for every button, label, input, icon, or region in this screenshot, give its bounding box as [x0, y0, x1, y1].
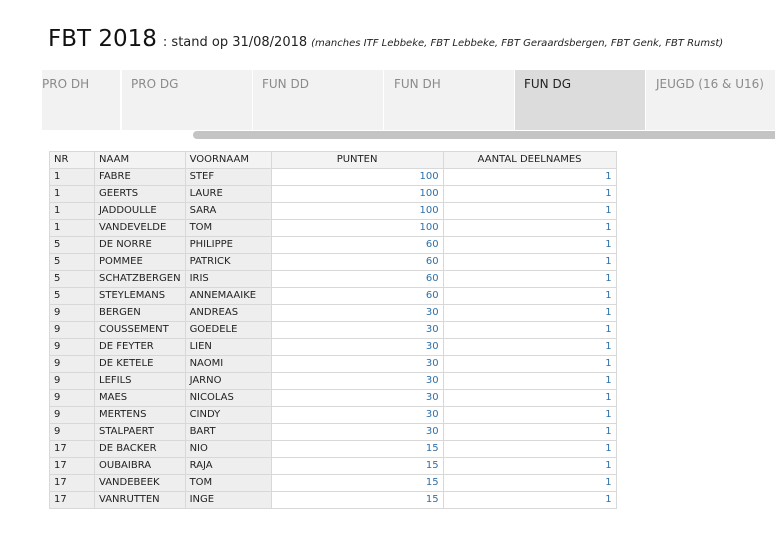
cell-voornaam: IRIS — [185, 271, 271, 288]
cell-punten: 30 — [271, 424, 443, 441]
table-row — [50, 390, 617, 407]
table-row — [50, 305, 617, 322]
cell-naam: SCHATZBERGEN — [95, 271, 186, 288]
cell-punten: 30 — [271, 407, 443, 424]
cell-deelnames: 1 — [443, 271, 616, 288]
table-row — [50, 220, 617, 237]
cell-nr: 9 — [50, 424, 95, 441]
cell-voornaam: SARA — [185, 203, 271, 220]
tab-fun-dd[interactable] — [253, 70, 384, 130]
cell-nr: 17 — [50, 492, 95, 509]
cell-voornaam: INGE — [185, 492, 271, 509]
tab-label: PRO DG — [131, 77, 179, 91]
tab-scrollbar[interactable] — [193, 130, 775, 140]
cell-naam: DE BACKER — [95, 441, 186, 458]
cell-nr: 9 — [50, 305, 95, 322]
cell-naam: DE KETELE — [95, 356, 186, 373]
tab-pro-dg[interactable] — [122, 70, 253, 130]
cell-deelnames: 1 — [443, 203, 616, 220]
tab-label: FUN DG — [524, 77, 572, 91]
table-row — [50, 237, 617, 254]
cell-nr: 1 — [50, 186, 95, 203]
cell-voornaam: ANNEMAAIKE — [185, 288, 271, 305]
cell-deelnames: 1 — [443, 169, 616, 186]
tab-label: FUN DH — [394, 77, 441, 91]
ranking-table — [49, 151, 617, 509]
table-header-row — [50, 152, 617, 169]
cell-deelnames: 1 — [443, 424, 616, 441]
cell-naam: LEFILS — [95, 373, 186, 390]
tab-bar — [42, 70, 775, 130]
cell-punten: 30 — [271, 390, 443, 407]
table-row — [50, 254, 617, 271]
cell-voornaam: LAURE — [185, 186, 271, 203]
cell-nr: 9 — [50, 356, 95, 373]
cell-voornaam: TOM — [185, 475, 271, 492]
table-row — [50, 407, 617, 424]
cell-nr: 17 — [50, 475, 95, 492]
cell-punten: 30 — [271, 356, 443, 373]
cell-naam: OUBAIBRA — [95, 458, 186, 475]
column-header-punten: PUNTEN — [271, 152, 443, 169]
tab-label: PRO DH — [42, 77, 90, 91]
cell-voornaam: RAJA — [185, 458, 271, 475]
cell-deelnames: 1 — [443, 288, 616, 305]
cell-naam: STALPAERT — [95, 424, 186, 441]
cell-naam: VANDEBEEK — [95, 475, 186, 492]
cell-naam: DE NORRE — [95, 237, 186, 254]
cell-deelnames: 1 — [443, 322, 616, 339]
cell-nr: 1 — [50, 203, 95, 220]
cell-voornaam: CINDY — [185, 407, 271, 424]
cell-punten: 60 — [271, 271, 443, 288]
cell-deelnames: 1 — [443, 390, 616, 407]
cell-deelnames: 1 — [443, 237, 616, 254]
cell-naam: MAES — [95, 390, 186, 407]
cell-deelnames: 1 — [443, 373, 616, 390]
cell-punten: 30 — [271, 339, 443, 356]
cell-nr: 5 — [50, 288, 95, 305]
cell-voornaam: LIEN — [185, 339, 271, 356]
cell-voornaam: PATRICK — [185, 254, 271, 271]
cell-nr: 1 — [50, 169, 95, 186]
cell-punten: 60 — [271, 254, 443, 271]
cell-deelnames: 1 — [443, 186, 616, 203]
cell-deelnames: 1 — [443, 492, 616, 509]
column-header-deelnames: AANTAL DEELNAMES — [443, 152, 616, 169]
tab-fun-dg[interactable] — [515, 70, 646, 130]
cell-nr: 5 — [50, 237, 95, 254]
cell-deelnames: 1 — [443, 441, 616, 458]
table-row — [50, 356, 617, 373]
cell-naam: POMMEE — [95, 254, 186, 271]
cell-punten: 15 — [271, 475, 443, 492]
title-manches: (manches ITF Lebbeke, FBT Lebbeke, FBT Geraardsbergen, FBT Genk, FBT Rumst) — [311, 38, 724, 49]
cell-nr: 17 — [50, 441, 95, 458]
cell-punten: 100 — [271, 203, 443, 220]
table-row — [50, 339, 617, 356]
cell-nr: 9 — [50, 373, 95, 390]
column-header-naam: NAAM — [95, 152, 186, 169]
cell-voornaam: GOEDELE — [185, 322, 271, 339]
cell-naam: VANRUTTEN — [95, 492, 186, 509]
cell-punten: 15 — [271, 492, 443, 509]
cell-naam: JADDOULLE — [95, 203, 186, 220]
tab-label: FUN DD — [262, 77, 309, 91]
cell-voornaam: STEF — [185, 169, 271, 186]
table-row — [50, 458, 617, 475]
column-header-nr: NR — [50, 152, 95, 169]
cell-deelnames: 1 — [443, 407, 616, 424]
title-main: FBT 2018 — [48, 26, 157, 52]
table-row — [50, 424, 617, 441]
tab-jeugd[interactable] — [646, 70, 775, 130]
cell-deelnames: 1 — [443, 475, 616, 492]
cell-voornaam: NICOLAS — [185, 390, 271, 407]
cell-punten: 60 — [271, 237, 443, 254]
column-header-voornaam: VOORNAAM — [185, 152, 271, 169]
tab-scrollbar-thumb[interactable] — [193, 131, 775, 139]
cell-punten: 100 — [271, 186, 443, 203]
cell-deelnames: 1 — [443, 254, 616, 271]
cell-naam: MERTENS — [95, 407, 186, 424]
cell-naam: BERGEN — [95, 305, 186, 322]
cell-voornaam: NAOMI — [185, 356, 271, 373]
cell-voornaam: TOM — [185, 220, 271, 237]
tab-pro-dh[interactable] — [42, 70, 121, 130]
cell-deelnames: 1 — [443, 339, 616, 356]
cell-deelnames: 1 — [443, 458, 616, 475]
table-row — [50, 373, 617, 390]
cell-voornaam: PHILIPPE — [185, 237, 271, 254]
cell-punten: 60 — [271, 288, 443, 305]
cell-nr: 5 — [50, 254, 95, 271]
cell-nr: 9 — [50, 322, 95, 339]
cell-punten: 100 — [271, 220, 443, 237]
table-row — [50, 322, 617, 339]
cell-naam: DE FEYTER — [95, 339, 186, 356]
table-row — [50, 186, 617, 203]
cell-nr: 5 — [50, 271, 95, 288]
cell-naam: FABRE — [95, 169, 186, 186]
cell-punten: 30 — [271, 322, 443, 339]
cell-punten: 30 — [271, 373, 443, 390]
cell-deelnames: 1 — [443, 305, 616, 322]
cell-voornaam: ANDREAS — [185, 305, 271, 322]
cell-punten: 15 — [271, 441, 443, 458]
cell-nr: 9 — [50, 390, 95, 407]
table-row — [50, 288, 617, 305]
cell-punten: 100 — [271, 169, 443, 186]
cell-nr: 17 — [50, 458, 95, 475]
cell-voornaam: BART — [185, 424, 271, 441]
title-stand-date: : stand op 31/08/2018 — [162, 35, 308, 50]
cell-voornaam: NIO — [185, 441, 271, 458]
table-row — [50, 475, 617, 492]
table-row — [50, 492, 617, 509]
cell-nr: 9 — [50, 407, 95, 424]
table-row — [50, 169, 617, 186]
table-row — [50, 203, 617, 220]
page-title — [48, 26, 723, 52]
cell-nr: 9 — [50, 339, 95, 356]
cell-nr: 1 — [50, 220, 95, 237]
cell-naam: STEYLEMANS — [95, 288, 186, 305]
cell-deelnames: 1 — [443, 356, 616, 373]
tab-fun-dh[interactable] — [384, 70, 515, 130]
cell-punten: 15 — [271, 458, 443, 475]
tab-label: JEUGD (16 & U16) — [656, 77, 764, 91]
cell-deelnames: 1 — [443, 220, 616, 237]
cell-voornaam: JARNO — [185, 373, 271, 390]
table-row — [50, 271, 617, 288]
cell-naam: GEERTS — [95, 186, 186, 203]
cell-naam: COUSSEMENT — [95, 322, 186, 339]
cell-naam: VANDEVELDE — [95, 220, 186, 237]
table-row — [50, 441, 617, 458]
cell-punten: 30 — [271, 305, 443, 322]
